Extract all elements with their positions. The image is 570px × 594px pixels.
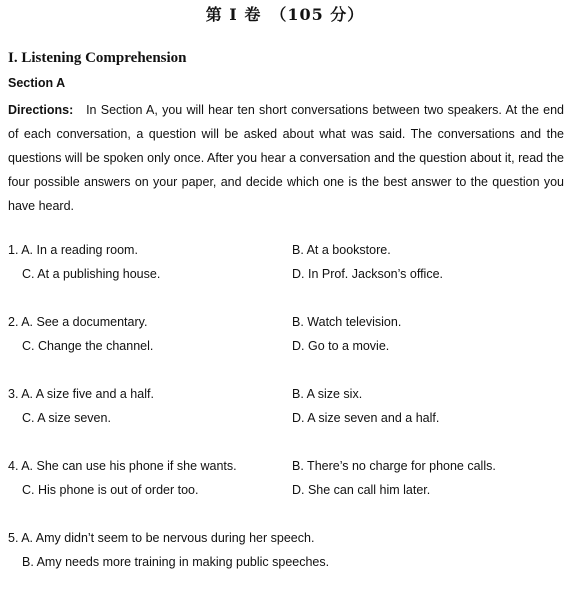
q2-option-a: 2. A. See a documentary. [8, 315, 148, 329]
q1-option-d: D. In Prof. Jackson’s office. [292, 267, 443, 281]
section-heading: I. Listening Comprehension [8, 50, 187, 66]
directions-label: Directions: [8, 103, 74, 117]
q3-option-c: C. A size seven. [22, 411, 111, 425]
q1-option-c: C. At a publishing house. [22, 267, 161, 281]
q4-option-c: C. His phone is out of order too. [22, 483, 199, 497]
directions-paragraph [8, 98, 564, 218]
q3-option-a: 3. A. A size five and a half. [8, 387, 154, 401]
section-subheading: Section A [8, 76, 66, 90]
q4-option-b: B. There’s no charge for phone calls. [292, 459, 496, 473]
q3-option-d: D. A size seven and a half. [292, 411, 440, 425]
q3-option-b: B. A size six. [292, 387, 363, 401]
q1-option-b: B. At a bookstore. [292, 243, 391, 257]
q5-option-b: B. Amy needs more training in making public speeches. [22, 555, 330, 569]
q1-option-a: 1. A. In a reading room. [8, 243, 138, 257]
paper-title: 第 I 卷 （105 分） [205, 5, 365, 24]
q4-option-d: D. She can call him later. [292, 483, 431, 497]
q5-option-a: 5. A. Amy didn’t seem to be nervous during her speech. [8, 531, 315, 545]
q2-option-d: D. Go to a movie. [292, 339, 390, 353]
q2-option-b: B. Watch television. [292, 315, 402, 329]
q2-option-c: C. Change the channel. [22, 339, 154, 353]
directions-text: In Section A, you will hear ten short conversations between two speakers. At the end of each conversation, a question will be asked about what was said. The conversations and the questions will be spoken only once. After you hear a conversation and the question about it, read the four possible answers on your paper, and decide which one is the best answer to the question you have heard. [8, 103, 565, 213]
q4-option-a: 4. A. She can use his phone if she wants. [8, 459, 237, 473]
